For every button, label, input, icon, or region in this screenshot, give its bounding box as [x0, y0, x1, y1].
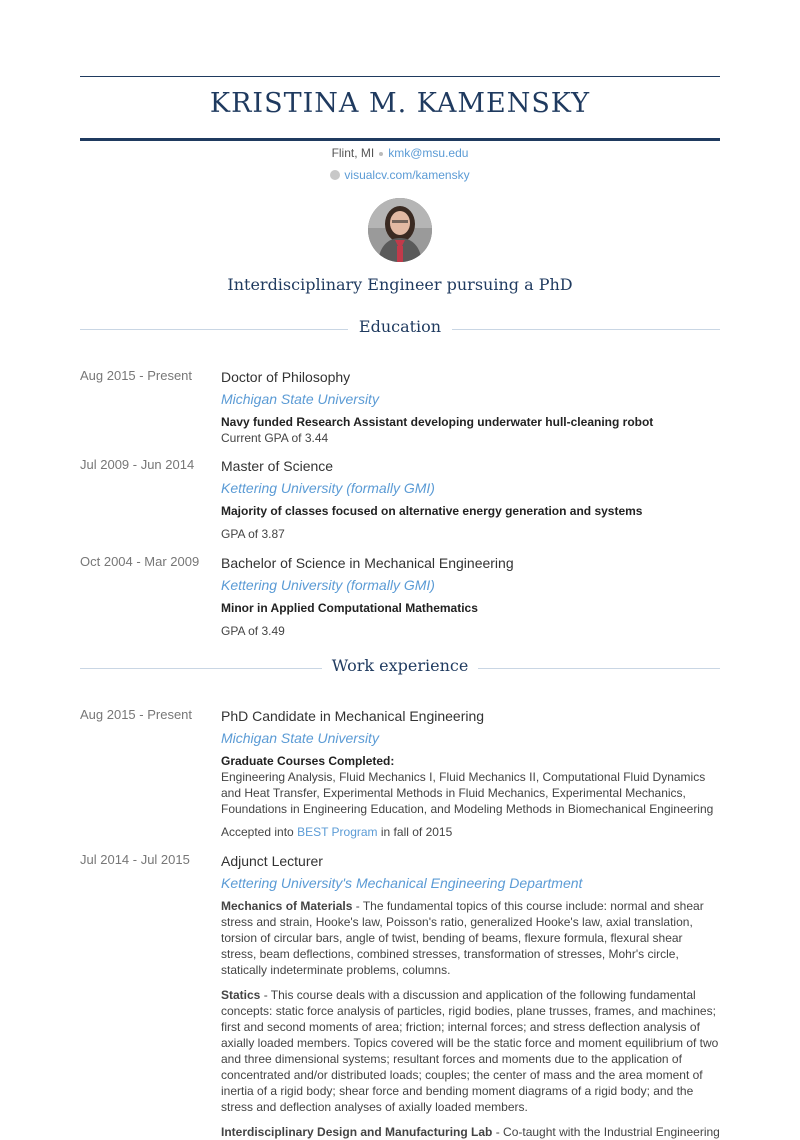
course-description [221, 1124, 721, 1140]
section-title: Education [358, 317, 442, 336]
course-text: - This course deals with a discussion and application of the following fundamental concepts: static force analysis of particles, rigid bodies, plane trusses, frames, and machines; first and second moments of area; friction; internal forces; and stress deflection analysis of axially loaded members. Topics covered will be the static force and moment equilibrium of two and three dimensional systems; resultant forces and moments due to the application of concentrated and/or distributed loads; couples; the center of mass and the area moment of inertia of a rigid body; shear force and bending moment diagrams of a rigid body; and the stress and deflection analyses of axially loaded members. [221, 988, 719, 1114]
course-description [221, 987, 721, 1115]
best-program-link[interactable]: BEST Program [297, 825, 378, 839]
job-title: PhD Candidate in Mechanical Engineering [221, 708, 485, 724]
school-name: Michigan State University [221, 391, 379, 407]
course-text: - Co-taught with the Industrial Engineering [492, 1125, 720, 1139]
avatar-photo-icon [368, 198, 432, 262]
accepted-suffix: in fall of 2015 [377, 825, 453, 839]
school-name: Kettering University (formally GMI) [221, 577, 435, 593]
contact-line [0, 146, 800, 160]
employer-name: Kettering University's Mechanical Engineering Department [221, 875, 583, 891]
education-section-heading [80, 317, 720, 341]
top-rule [80, 76, 720, 77]
course-name: Mechanics of Materials [221, 899, 353, 913]
entry-date: Aug 2015 - Present [80, 368, 193, 383]
school-name: Kettering University (formally GMI) [221, 480, 435, 496]
job-title: Adjunct Lecturer [221, 853, 323, 869]
entry-date: Jul 2009 - Jun 2014 [80, 457, 195, 472]
headline: Interdisciplinary Engineer pursuing a PhD [227, 275, 573, 294]
entry-date: Oct 2004 - Mar 2009 [80, 554, 200, 569]
education-note: GPA of 3.49 [221, 624, 285, 638]
education-highlight: Navy funded Research Assistant developing underwater hull-cleaning robot [221, 415, 654, 429]
avatar [368, 198, 432, 262]
employer-name: Michigan State University [221, 730, 379, 746]
accepted-note [221, 824, 721, 840]
education-note: GPA of 3.87 [221, 527, 285, 541]
website-link[interactable]: visualcv.com/kamensky [344, 168, 470, 182]
section-title: Work experience [331, 656, 469, 675]
email-link[interactable]: kmk@msu.edu [388, 146, 469, 160]
entry-date: Aug 2015 - Present [80, 707, 193, 722]
education-note: Current GPA of 3.44 [221, 431, 329, 445]
work-section-heading [80, 656, 720, 680]
course-name: Statics [221, 988, 261, 1002]
candidate-name: KRISTINA M. KAMENSKY [209, 88, 591, 119]
course-text: - The fundamental topics of this course include: normal and shear stress and strain, Hooke's law, Poisson's ratio, generalized Hooke's law, axial translation, torsion of circular bars, angle of twist, bending of beams, flexure formula, flexural shear stress, beam deflections, combined stresses, transformation of stresses, Mohr's circle, statically indeterminate problems, columns. [221, 899, 704, 977]
courses-label: Graduate Courses Completed: [221, 754, 395, 768]
course-description [221, 898, 721, 978]
courses-list: Engineering Analysis, Fluid Mechanics I, Fluid Mechanics II, Computational Fluid Dynamics and Heat Transfer, Experimental Methods in Fluid Mechanics, Experimental Mechanics, Foundations in Engineering Education, and Modeling Methods in Biomechanical Engineering [221, 770, 714, 816]
globe-icon [330, 170, 340, 180]
degree-title: Master of Science [221, 458, 334, 474]
name-underline [80, 138, 720, 141]
separator-dot-icon [379, 152, 383, 156]
course-name: Interdisciplinary Design and Manufacturing Lab [221, 1125, 493, 1139]
education-highlight: Majority of classes focused on alternative energy generation and systems [221, 504, 643, 518]
accepted-prefix: Accepted into [221, 825, 298, 839]
education-highlight: Minor in Applied Computational Mathematics [221, 601, 478, 615]
degree-title: Doctor of Philosophy [221, 369, 351, 385]
location-text: Flint, MI [331, 146, 375, 160]
entry-date: Jul 2014 - Jul 2015 [80, 852, 190, 867]
website-line [0, 168, 800, 182]
degree-title: Bachelor of Science in Mechanical Engineering [221, 555, 514, 571]
